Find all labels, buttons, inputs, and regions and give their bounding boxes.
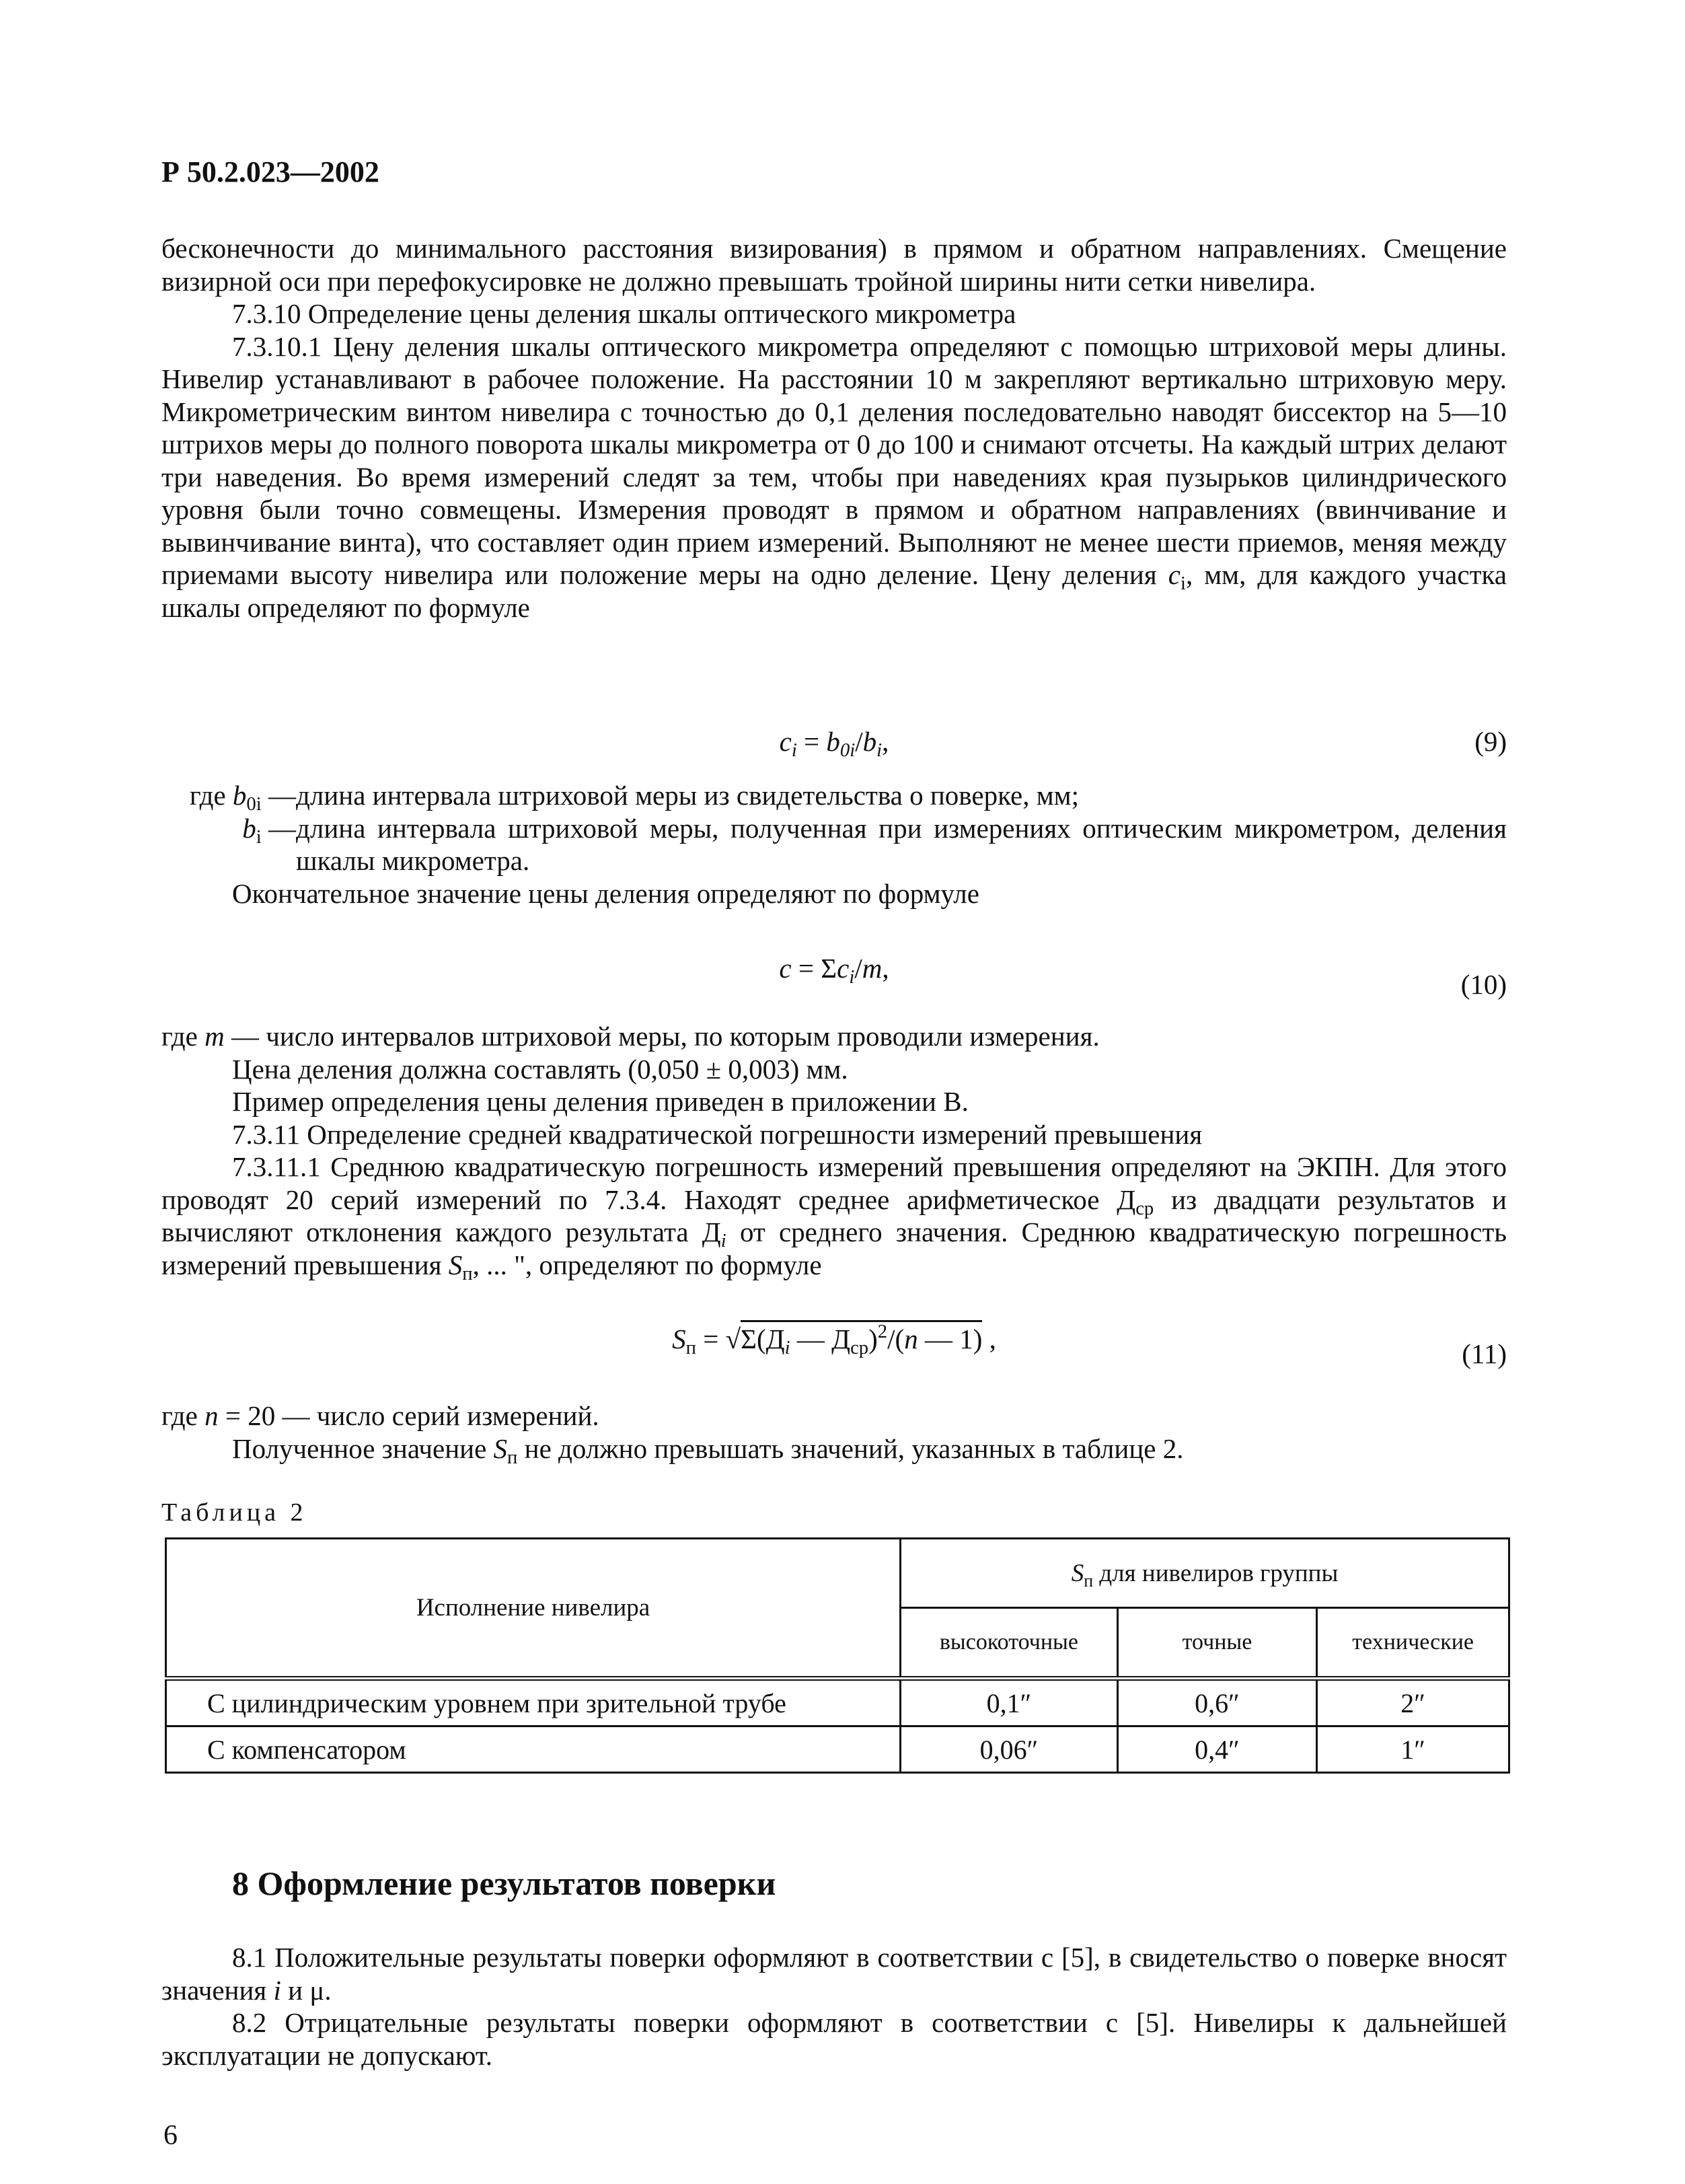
example-reference: Пример определения цены деления приведен в приложении В.: [232, 1086, 969, 1117]
formula-10: [161, 952, 1507, 1000]
section-7-3-11-1-paragraph: 7.3.11.1 Среднюю квадратическую погрешность измерений превышения определяют на ЭКПН. Для этого проводят 20 серий измерений по 7.3.4. Находят среднее арифметическое $Д_{ср}$ из двадцати результатов и вычисляют отклонения каждого результата $Д_i$ от среднего значения. Среднюю квадратическую погрешность измерений превышения $S_п$, ... ", определяют по формуле: [161, 1151, 1507, 1284]
document-code: Р 50.2.023—2002: [161, 155, 379, 188]
section-7-3-11-title: 7.3.11 Определение средней квадратической погрешности измерений превышения: [232, 1118, 1203, 1150]
var-c: c: [1168, 559, 1181, 590]
where-block-9: [161, 779, 1507, 910]
section-7-3-10-1-paragraph: [161, 330, 1507, 624]
table-row: [166, 1726, 1509, 1773]
text-block-after-11: [161, 1399, 1507, 1468]
table-header-group: $S_п$ для нивелиров группы: [901, 1539, 1509, 1608]
text-block-7-3-11: [161, 1020, 1507, 1284]
final-value-intro: Окончательное значение цены деления определяют по формуле: [232, 877, 979, 909]
where-text-bi: длина интервала штриховой меры, полученная при измерениях оптическим микрометром, деления шкалы микрометра.: [296, 812, 1507, 876]
where-10: где m — число интервалов штриховой меры, по которым проводили измерения.: [161, 1021, 1100, 1052]
formula-9: [161, 725, 1507, 766]
where-text-b0i: длина интервала штриховой меры из свидетельства о поверке, мм;: [296, 780, 1079, 811]
formula-11-number: (11): [1462, 1338, 1507, 1369]
page-number: 6: [163, 2120, 178, 2151]
table-cell: 0,4″: [1117, 1726, 1317, 1773]
section-8-heading: 8 Оформление результатов поверки: [232, 1864, 776, 1902]
formula-11: [161, 1321, 1507, 1369]
formula-10-number: (10): [1460, 969, 1507, 1000]
table-2-caption: Таблица 2: [161, 1498, 307, 1527]
table-subheader: точные: [1117, 1608, 1317, 1679]
table-cell: 0,6″: [1117, 1679, 1317, 1726]
where-row-b0i: где $b_{0i}$ — длина интервала штриховой меры из свидетельства о поверке, мм;: [161, 779, 1507, 812]
paragraph-8-1: 8.1 Положительные результаты поверки оформляют в соответствии с [5], в свидетельство о поверке вносят значения i и μ.: [161, 1942, 1507, 2006]
section-7-3-10-title: 7.3.10 Определение цены деления шкалы оптического микрометра: [232, 298, 1016, 329]
table-cell: 2″: [1317, 1679, 1509, 1726]
table-subheader: технические: [1317, 1608, 1509, 1679]
where-11: где n = 20 — число серий измерений.: [161, 1400, 599, 1431]
section-7-3-10-1-text: 7.3.10.1 Цену деления шкалы оптического микрометра определяют с помощью штриховой меры длины. Нивелир устанавливают в рабочее положение. На расстоянии 10 м закрепляют вертикально штриховую меру. Микрометрическим винтом нивелира с точностью до 0,1 деления последовательно наводят биссектор на 5—10 штрихов меры до полного поворота шкалы микрометра от 0 до 100 и снимают отсчеты. На каждый штрих делают три наведения. Во время измерений следят за тем, чтобы при наведениях края пузырьков цилиндрического уровня были точно совмещены. Измерения проводят в прямом и обратном направлениях (ввинчивание и вывинчивание винта), что составляет один прием измерений. Выполняют не менее шести приемов, меняя между приемами высоту нивелира или положение меры на одно деление. Цену деления: [161, 330, 1507, 590]
formula-10-expression: $c = \Sigma c_i/m$,: [779, 953, 889, 988]
table-cell: 0,1″: [901, 1679, 1118, 1726]
paragraph-8-2: 8.2 Отрицательные результаты поверки оформляют в соответствии с [5]. Нивелиры к дальнейшей эксплуатации не допускают.: [161, 2007, 1507, 2071]
formula-9-expression: $c_i = b_{0i}/b_i$,: [779, 726, 889, 761]
section-7-3-10-1-tail: , мм, для каждого участка шкалы определяют по формуле: [161, 559, 1507, 623]
result-note: Полученное значение $S_п$ не должно превышать значений, указанных в таблице 2.: [232, 1432, 1184, 1468]
table-row: [166, 1679, 1509, 1726]
formula-11-expression: $S_п = √\Sigma(Д_i$ — $Д_{ср})^2/(n$ — 1) ,: [672, 1321, 996, 1358]
table-cell: 0,06″: [901, 1726, 1118, 1773]
table-header-execution: Исполнение нивелира: [166, 1539, 901, 1679]
continuation-paragraph: бесконечности до минимального расстояния визирования) в прямом и обратном направлениях. Смещение визирной оси при перефокусировке не должно превышать тройной ширины нити сетки нивелира.: [161, 233, 1507, 297]
formula-9-number: (9): [1474, 726, 1507, 757]
division-value: Цена деления должна составлять (0,050 ± 0,003) мм.: [232, 1053, 848, 1085]
table-cell-label: С цилиндрическим уровнем при зрительной трубе: [166, 1679, 901, 1726]
table-cell: 1″: [1317, 1726, 1509, 1773]
section-8-body: [161, 1941, 1507, 2072]
table-subheader: высокоточные: [901, 1608, 1118, 1679]
where-prefix: где: [189, 780, 226, 811]
table-cell-label: С компенсатором: [166, 1726, 901, 1773]
table-2: [165, 1537, 1510, 1774]
var-c-sub: i: [1180, 573, 1186, 594]
text-block-7-3-10: [161, 232, 1507, 624]
where-row-bi: $b_i$ — длина интервала штриховой меры, полученная при измерениях оптическим микрометром, деления шкалы микрометра.: [242, 812, 1507, 876]
